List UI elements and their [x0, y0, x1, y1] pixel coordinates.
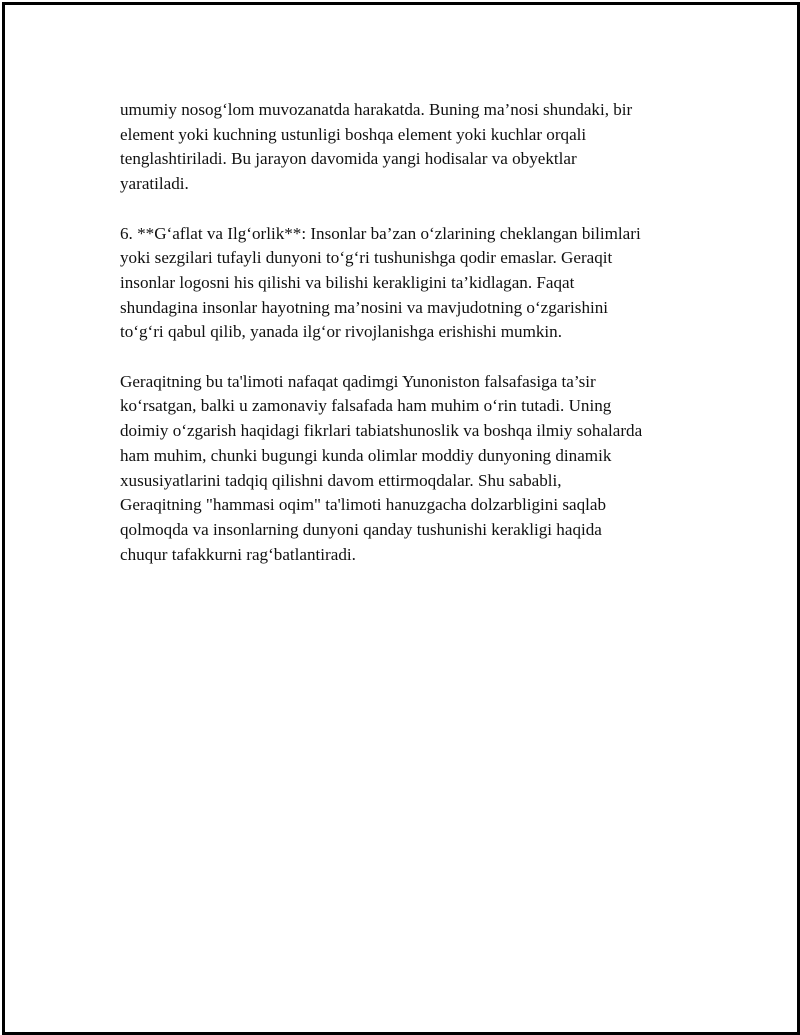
paragraph: [120, 98, 700, 197]
text-line: xususiyatlarini tadqiq qilishni davom ettirmoqdalar. Shu sababli,: [120, 470, 562, 490]
paragraph: [120, 222, 700, 346]
text-line: tenglashtiriladi. Bu jarayon davomida yangi hodisalar va obyektlar: [120, 149, 577, 169]
text-line: shundagina insonlar hayotning ma’nosini va mavjudotning o‘zgarishini: [120, 297, 609, 317]
text-line: ko‘rsatgan, balki u zamonaviy falsafada ham muhim o‘rin tutadi. Uning: [120, 396, 612, 416]
text-line: yoki sezgilari tufayli dunyoni to‘g‘ri tushunishga qodir emaslar. Geraqit: [120, 248, 613, 268]
text-line: qolmoqda va insonlarning dunyoni qanday tushunishi kerakligi haqida: [120, 519, 602, 539]
text-line: insonlar logosni his qilishi va bilishi kerakligini ta’kidlagan. Faqat: [120, 272, 575, 292]
text-line: yaratiladi.: [120, 174, 189, 194]
text-line: element yoki kuchning ustunligi boshqa element yoki kuchlar orqali: [120, 124, 587, 144]
text-line: umumiy nosog‘lom muvozanatda harakatda. Buning ma’nosi shundaki, bir: [120, 100, 633, 119]
text-line: chuqur tafakkurni rag‘batlantiradi.: [120, 544, 356, 564]
page-frame: [2, 2, 800, 1035]
text-line: ham muhim, chunki bugungi kunda olimlar moddiy dunyoning dinamik: [120, 445, 612, 465]
text-line: Geraqitning "hammasi oqim" ta'limoti hanuzgacha dolzarbligini saqlab: [120, 495, 607, 515]
text-line: Geraqitning bu ta'limoti nafaqat qadimgi Yunoniston falsafasiga ta’sir: [120, 371, 596, 391]
text-line: to‘g‘ri qabul qilib, yanada ilg‘or rivojlanishga erishishi mumkin.: [120, 322, 562, 342]
text-line: 6. **G‘aflat va Ilg‘orlik**: Insonlar ba’zan o‘zlarining cheklangan bilimlari: [120, 223, 641, 243]
text-line: doimiy o‘zgarish haqidagi fikrlari tabiatshunoslik va boshqa ilmiy sohalarda: [120, 421, 643, 441]
paragraph: [120, 370, 700, 568]
document-body: [120, 98, 700, 592]
